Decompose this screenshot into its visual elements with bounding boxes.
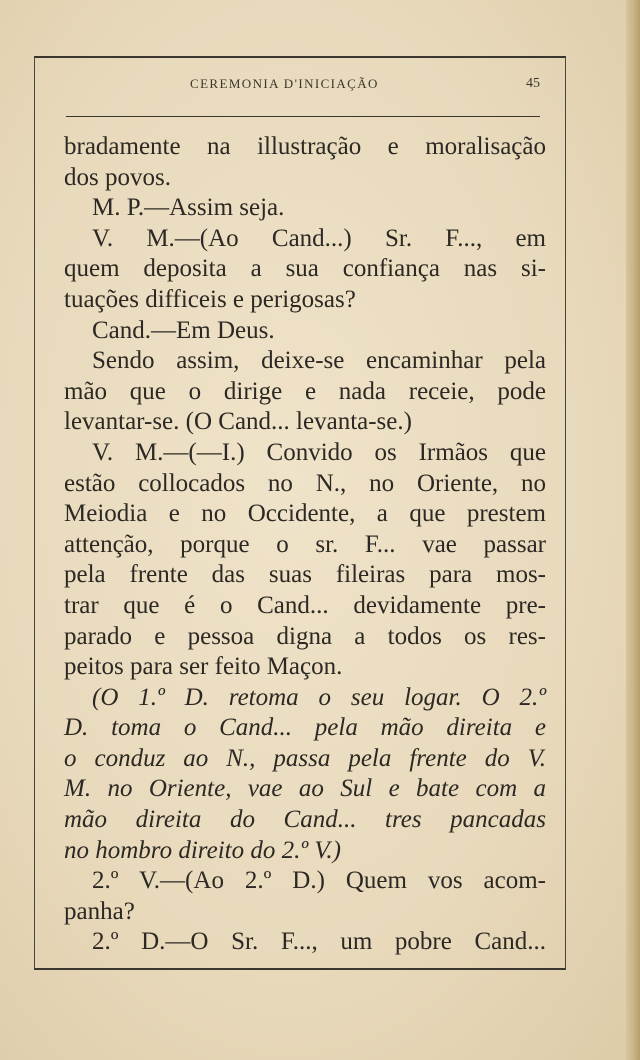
- text-line: mão direita do Cand... tres pancadas: [64, 806, 546, 834]
- body-text: [64, 132, 546, 958]
- header-rule: [66, 116, 540, 117]
- text-line: V. M.—(—I.) Convido os Irmãos que: [92, 438, 546, 466]
- text-line: Cand.—Em Deus.: [92, 316, 275, 344]
- text-line: pela frente das suas fileiras para mos-: [64, 561, 546, 589]
- text-line: panha?: [64, 897, 135, 925]
- page-number: 45: [526, 76, 540, 91]
- text-line: estão collocados no N., no Oriente, no: [64, 469, 546, 497]
- text-line: M. P.—Assim seja.: [92, 194, 285, 222]
- text-line: D. toma o Cand... pela mão direita e: [64, 714, 546, 742]
- text-line: no hombro direito do 2.º V.): [64, 836, 341, 864]
- text-line: levantar-se. (O Cand... levanta-se.): [64, 408, 412, 436]
- text-line: attenção, porque o sr. F... vae passar: [64, 530, 546, 558]
- text-line: dos povos.: [64, 163, 171, 191]
- text-line: parado e pessoa digna a todos os res-: [64, 622, 546, 650]
- text-line: quem deposita a sua confiança nas si-: [64, 255, 546, 283]
- text-line: Sendo assim, deixe-se encaminhar pela: [92, 347, 546, 375]
- text-line: tuações difficeis e perigosas?: [64, 285, 356, 313]
- text-line: (O 1.º D. retoma o seu logar. O 2.º: [92, 683, 546, 711]
- text-line: 2.º V.—(Ao 2.º D.) Quem vos acom-: [92, 867, 546, 895]
- text-line: peitos para ser feito Maçon.: [64, 653, 343, 681]
- running-head: CEREMONIA D'INICIAÇÃO: [190, 76, 379, 91]
- text-line: M. no Oriente, vae ao Sul e bate com a: [64, 775, 546, 803]
- page-header: [60, 74, 540, 104]
- text-line: trar que é o Cand... devidamente pre-: [64, 591, 546, 619]
- text-line: bradamente na illustração e moralisação: [64, 133, 546, 160]
- text-line: Meiodia e no Occidente, a que prestem: [64, 500, 546, 528]
- text-line: o conduz ao N., passa pela frente do V.: [64, 744, 546, 772]
- page-edge: [626, 0, 640, 1060]
- text-line: V. M.—(Ao Cand...) Sr. F..., em: [92, 224, 546, 252]
- text-line: mão que o dirige e nada receie, pode: [64, 377, 546, 405]
- text-line: 2.º D.—O Sr. F..., um pobre Cand...: [92, 928, 546, 956]
